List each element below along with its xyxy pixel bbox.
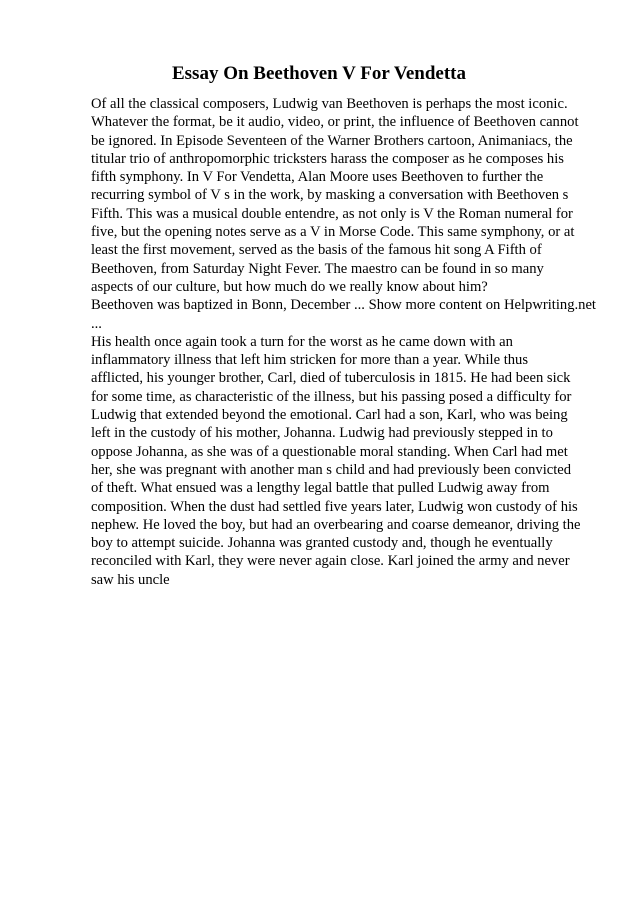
body-line: boy to attempt suicide. Johanna was granted custody and, though he eventually [91,535,553,552]
body-line: oppose Johanna, as she was of a questionable moral standing. When Carl had met [91,443,568,460]
body-line: Ludwig that extended beyond the emotional. Carl had a son, Karl, who was being [91,407,568,424]
body-line: Beethoven was baptized in Bonn, December ... Show more content on Helpwriting.net [91,297,596,314]
body-line: ... [91,315,102,332]
body-line: nephew. He loved the boy, but had an overbearing and coarse demeanor, driving the [91,516,581,533]
body-line: afflicted, his younger brother, Carl, died of tuberculosis in 1815. He had been sick [91,370,571,387]
document-title: Essay On Beethoven V For Vendetta [171,63,466,84]
body-line: Of all the classical composers, Ludwig van Beethoven is perhaps the most iconic. [91,96,568,112]
body-line: be ignored. In Episode Seventeen of the Warner Brothers cartoon, Animaniacs, the [91,132,573,149]
body-line: fifth symphony. In V For Vendetta, Alan Moore uses Beethoven to further the [91,169,544,186]
body-line: aspects of our culture, but how much do we really know about him? [91,278,488,295]
body-line: His health once again took a turn for the worst as he came down with an [91,333,513,350]
document-body [91,95,596,589]
body-line: five, but the opening notes serve as a V in Morse Code. This same symphony, or at [91,224,575,241]
body-line: Fifth. This was a musical double entendre, as not only is V the Roman numeral for [91,205,573,222]
body-line: composition. When the dust had settled five years later, Ludwig won custody of his [91,498,578,515]
body-line: of theft. What ensued was a lengthy legal battle that pulled Ludwig away from [91,480,550,497]
body-line: reconciled with Karl, they were never again close. Karl joined the army and never [91,553,570,570]
body-line: her, she was pregnant with another man s child and had previously been convicted [91,461,572,478]
body-line: Beethoven, from Saturday Night Fever. The maestro can be found in so many [91,260,544,277]
body-line: inflammatory illness that left him stricken for more than a year. While thus [91,352,529,369]
body-line: least the first movement, served as the basis of the famous hit song A Fifth of [91,242,542,259]
body-line: titular trio of anthropomorphic tricksters harass the composer as he composes his [91,150,564,167]
body-line: saw his uncle [91,571,170,588]
body-line: left in the custody of his mother, Johanna. Ludwig had previously stepped in to [91,425,553,442]
body-line: Whatever the format, be it audio, video, or print, the influence of Beethoven cannot [91,114,579,131]
body-line: recurring symbol of V s in the work, by masking a conversation with Beethoven s [91,187,569,204]
body-line: for some time, as characteristic of the illness, but his passing posed a difficulty for [91,388,572,405]
